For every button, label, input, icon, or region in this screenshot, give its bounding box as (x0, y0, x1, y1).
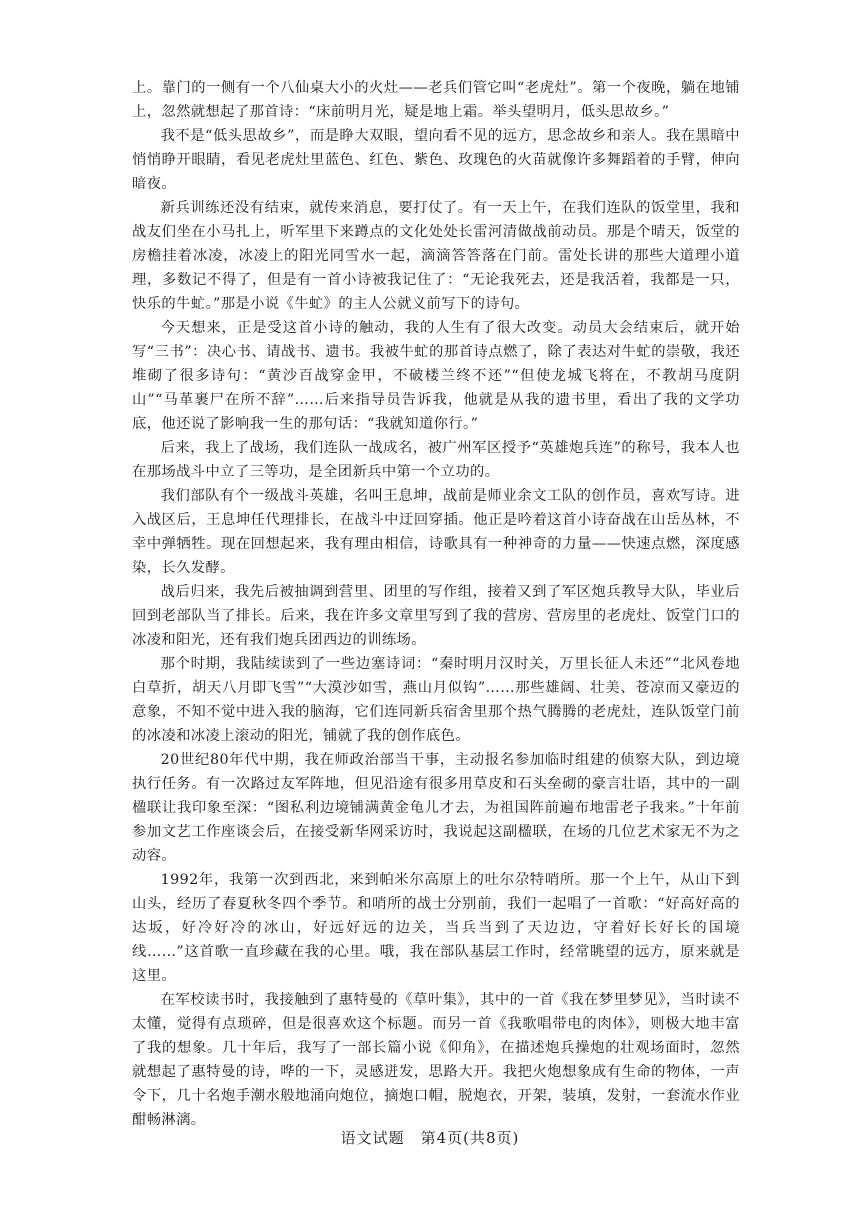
paragraph-1: 上。靠门的一侧有一个八仙桌大小的火灶——老兵们管它叫“老虎灶”。第一个夜晚，躺在地铺上，忽然就想起了那首诗：“床前明月光，疑是地上霜。举头望明月，低头思故乡。” (132, 80, 740, 120)
paragraph-8: 那个时期，我陆续读到了一些边塞诗词：“秦时明月汉时关，万里长征人未还”“北风卷地白草折，胡天八月即飞雪”“大漠沙如雪，燕山月似钩”……那些雄阔、壮美、苍凉而又豪迈的意象，不知不觉中进入我的脑海，它们连同新兵宿舍里那个热气腾腾的老虎灶，连队饭堂门前的冰凌和冰凌上滚动的阳光，铺就了我的创作底色。 (132, 656, 740, 744)
paragraph-5: 后来，我上了战场，我们连队一战成名，被广州军区授予“英雄炮兵连”的称号，我本人也在那场战斗中立了三等功，是全团新兵中第一个立功的。 (132, 440, 740, 480)
paragraph-3: 新兵训练还没有结束，就传来消息，要打仗了。有一天上午，在我们连队的饭堂里，我和战友们坐在小马扎上，听军里下来蹲点的文化处处长雷河清做战前动员。那是个晴天，饭堂的房檐挂着冰凌，冰凌上的阳光同雪水一起，滴滴答答落在门前。雷处长讲的那些大道理小道理，多数记不得了，但是有一首小诗被我记住了：“无论我死去，还是我活着，我都是一只，快乐的牛虻。”那是小说《牛虻》的主人公就义前写下的诗句。 (132, 200, 740, 312)
paragraph-11: 在军校读书时，我接触到了惠特曼的《草叶集》，其中的一首《我在梦里梦见》，当时读不太懂，觉得有点琐碎，但是很喜欢这个标题。而另一首《我歌唱带电的肉体》，则极大地丰富了我的想象。几十年后，我写了一部长篇小说《仰角》，在描述炮兵操炮的壮观场面时，忽然就想起了惠特曼的诗，哗的一下，灵感迸发，思路大开。我把火炮想象成有生命的物体，一声令下，几十名炮手潮水般地涌向炮位，摘炮口帽，脱炮衣，开架，装填，发射，一套流水作业酣畅淋漓。 (132, 992, 740, 1128)
paragraph-4: 今天想来，正是受这首小诗的触动，我的人生有了很大改变。动员大会结束后，就开始写“三书”：决心书、请战书、遗书。我被牛虻的那首诗点燃了，除了表达对牛虻的崇敬，我还堆砌了很多诗句：“黄沙百战穿金甲，不破楼兰终不还”“但使龙城飞将在，不教胡马度阴山”“马革裹尸在所不辞”……后来指导员告诉我，他就是从我的遗书里，看出了我的文学功底，他还说了影响我一生的那句话：“我就知道你行。” (132, 320, 740, 432)
page-footer: 语文试题 第4页(共8页) (340, 1129, 520, 1147)
paragraph-6: 我们部队有个一级战斗英雄，名叫王息坤，战前是师业余文工队的创作员，喜欢写诗。进入战区后，王息坤任代理排长，在战斗中迂回穿插。他正是吟着这首小诗奋战在山岳丛林，不幸中弹牺牲。现在回想起来，我有理由相信，诗歌具有一种神奇的力量——快速点燃，深度感染，长久发酵。 (132, 488, 740, 576)
exam-page-body (132, 76, 740, 1132)
paragraph-7: 战后归来，我先后被抽调到营里、团里的写作组，接着又到了军区炮兵教导大队，毕业后回到老部队当了排长。后来，我在许多文章里写到了我的营房、营房里的老虎灶、饭堂门口的冰凌和阳光，还有我们炮兵团西边的训练场。 (132, 584, 740, 648)
paragraph-9: 20世纪80年代中期，我在师政治部当干事，主动报名参加临时组建的侦察大队，到边境执行任务。有一次路过友军阵地，但见沿途有很多用草皮和石头垒砌的豪言壮语，其中的一副楹联让我印象至深：“图私利边境铺满黄金龟儿才去，为祖国阵前遍布地雷老子我来。”十年前参加文艺工作座谈会后，在接受新华网采访时，我说起这副楹联，在场的几位艺术家无不为之动容。 (132, 752, 740, 864)
paragraph-10: 1992年，我第一次到西北，来到帕米尔高原上的吐尔尕特哨所。那一个上午，从山下到山头，经历了春夏秋冬四个季节。和哨所的战士分别前，我们一起唱了一首歌：“好高好高的达坂，好冷好冷的冰山，好远好远的边关，当兵当到了天边边，守着好长好长的国境线……”这首歌一直珍藏在我的心里。哦，我在部队基层工作时，经常眺望的远方，原来就是这里。 (132, 872, 740, 984)
paragraph-2: 我不是“低头思故乡”，而是睁大双眼，望向看不见的远方，思念故乡和亲人。我在黑暗中悄悄睁开眼睛，看见老虎灶里蓝色、红色、紫色、玫瑰色的火苗就像许多舞蹈着的手臂，伸向暗夜。 (132, 128, 740, 192)
